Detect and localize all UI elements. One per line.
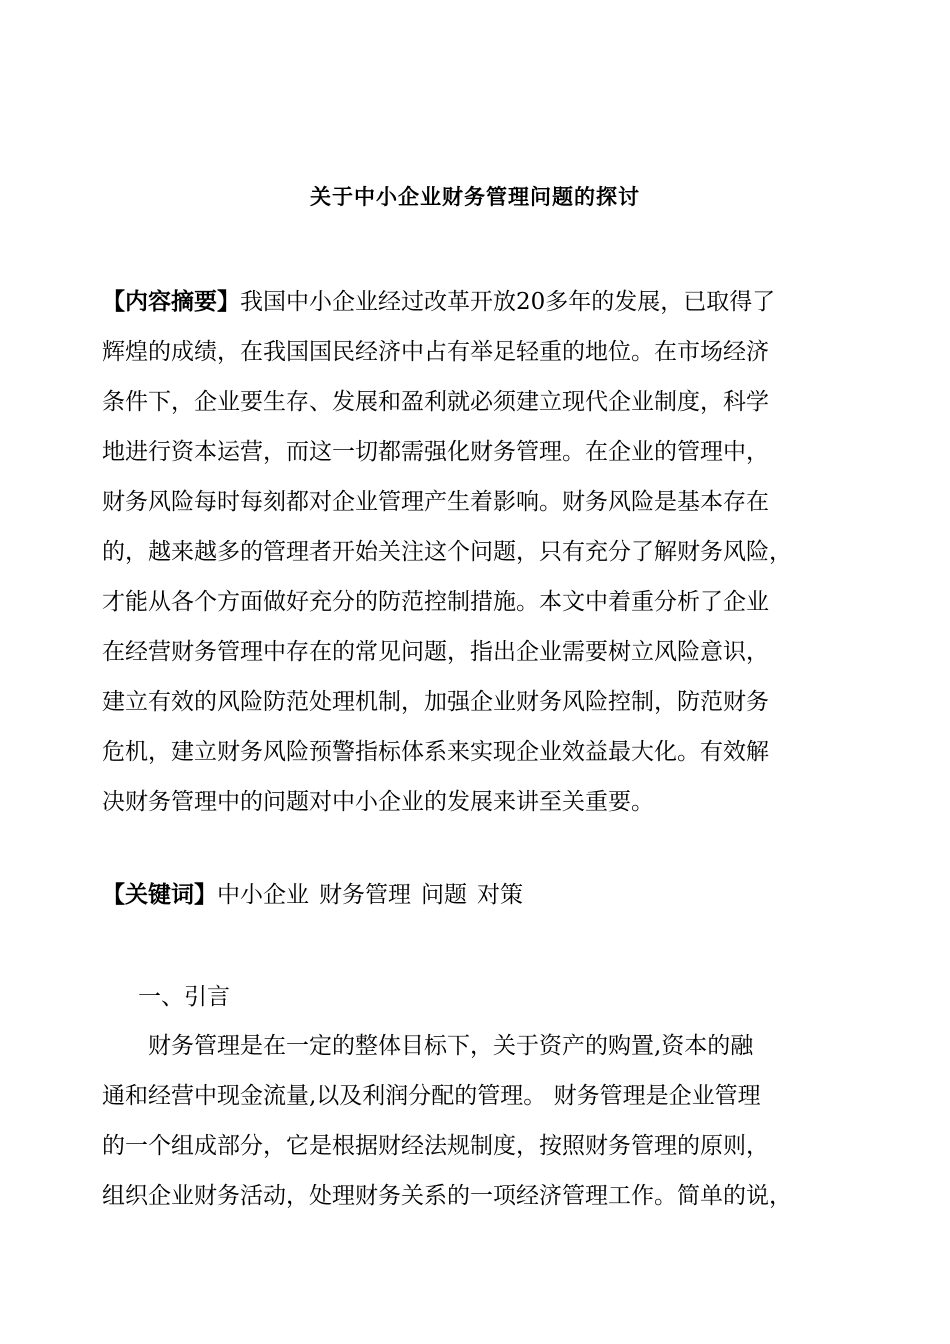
abstract-line: 在经营财务管理中存在的常见问题，指出企业需要树立风险意识，	[102, 639, 769, 665]
abstract-line	[102, 277, 864, 327]
abstract-line: 的，越来越多的管理者开始关注这个问题，只有充分了解财务风险，	[102, 539, 792, 565]
keyword-item: 问题	[421, 882, 467, 908]
abstract-line: 决财务管理中的问题对中小企业的发展来讲至关重要。	[102, 789, 654, 815]
paragraph-line: 组织企业财务活动，处理财务关系的一项经济管理工作。简单的说，	[102, 1183, 792, 1209]
keyword-item: 对策	[477, 882, 523, 908]
abstract-line: 条件下，企业要生存、发展和盈利就必须建立现代企业制度，科学	[102, 389, 769, 415]
keyword-item: 财务管理	[319, 882, 411, 908]
section-heading-introduction: 一、引言	[138, 984, 230, 1010]
abstract-line: 危机，建立财务风险预警指标体系来实现企业效益最大化。有效解	[102, 739, 769, 765]
paragraph-line: 财务管理是在一定的整体目标下，关于资产的购置,资本的融	[148, 1033, 754, 1059]
abstract-line: 才能从各个方面做好充分的防范控制措施。本文中着重分析了企业	[102, 589, 769, 615]
abstract-line: 财务风险每时每刻都对企业管理产生着影响。财务风险是基本存在	[102, 489, 769, 515]
keywords-section	[102, 870, 864, 920]
abstract-line: 地进行资本运营，而这一切都需强化财务管理。在企业的管理中，	[102, 439, 769, 465]
introduction-body	[102, 1021, 864, 1221]
keyword-item: 中小企业	[217, 882, 309, 908]
paragraph-line: 的一个组成部分，它是根据财经法规制度，按照财务管理的原则，	[102, 1133, 769, 1159]
abstract-label: 【内容摘要】	[102, 289, 240, 315]
abstract-line: 建立有效的风险防范处理机制，加强企业财务风险控制，防范财务	[102, 689, 769, 715]
keywords-label: 【关键词】	[102, 882, 217, 908]
paragraph-line: 通和经营中现金流量,以及利润分配的管理。 财务管理是企业管理	[102, 1083, 761, 1109]
abstract-section	[102, 277, 864, 827]
document-title: 关于中小企业财务管理问题的探讨	[310, 184, 640, 209]
abstract-text: 我国中小企业经过改革开放20多年的发展，已取得了	[240, 289, 776, 315]
abstract-line: 辉煌的成绩，在我国国民经济中占有举足轻重的地位。在市场经济	[102, 339, 769, 365]
